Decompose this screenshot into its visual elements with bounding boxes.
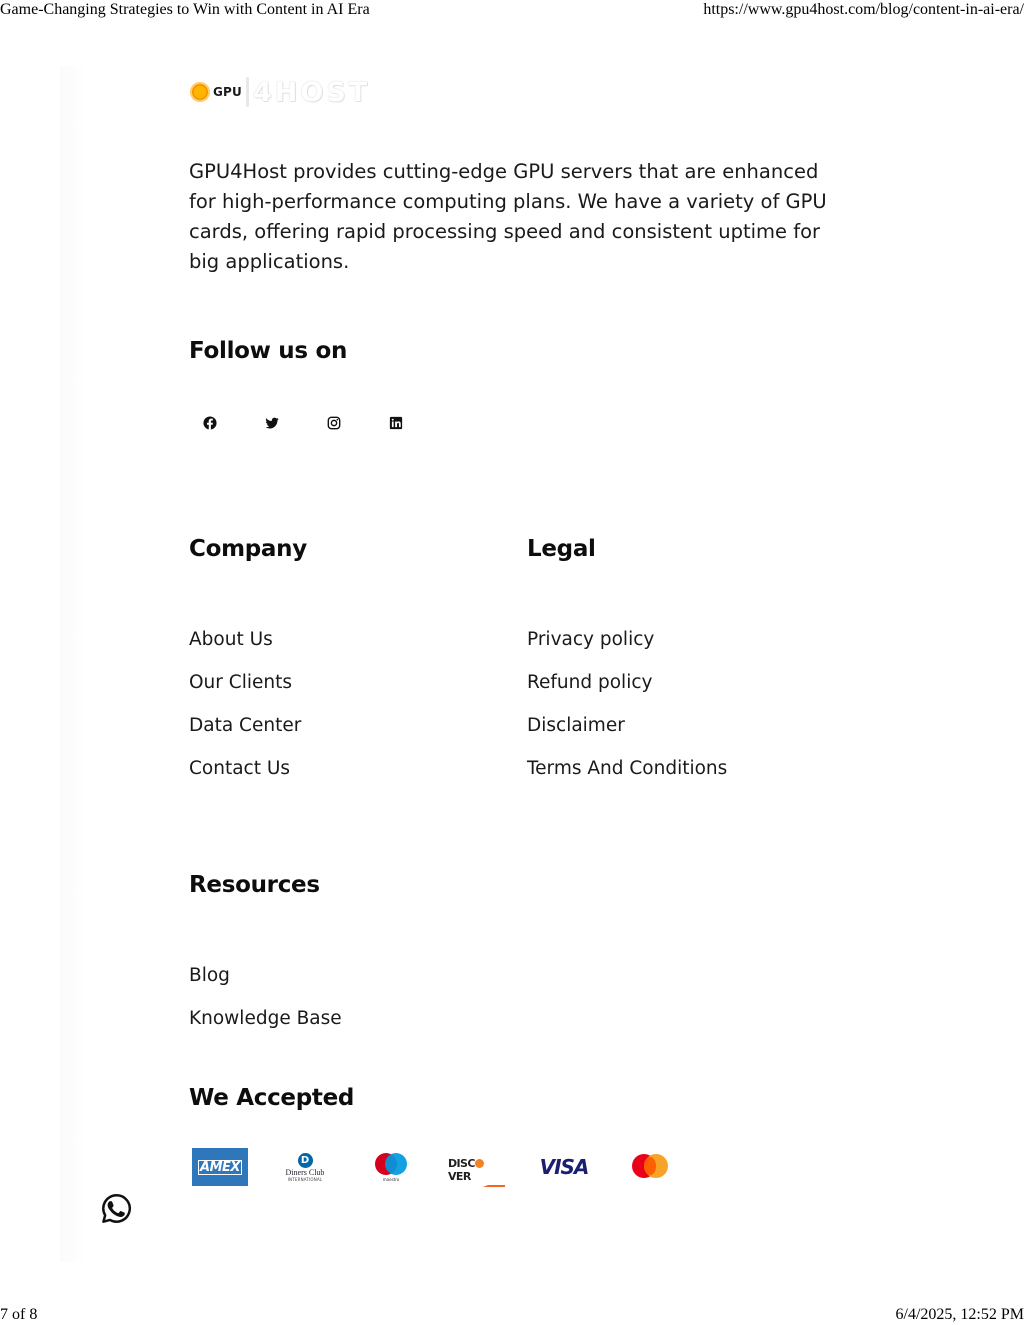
visa-card-icon: VISA bbox=[539, 1155, 589, 1179]
sun-logo-icon bbox=[190, 82, 210, 102]
maestro-label: maestro bbox=[382, 1176, 400, 1182]
terms-and-conditions-link[interactable]: Terms And Conditions bbox=[527, 758, 728, 779]
social-links bbox=[203, 412, 451, 434]
company-heading: Company bbox=[189, 536, 307, 562]
payments-heading: We Accepted bbox=[189, 1085, 355, 1111]
discover-accent bbox=[473, 1185, 505, 1187]
diners-label: Diners Club bbox=[285, 1167, 325, 1177]
print-page-title: Game-Changing Strategies to Win with Content in AI Era bbox=[0, 1, 370, 18]
amex-card-icon bbox=[192, 1148, 248, 1186]
legal-heading: Legal bbox=[527, 536, 596, 562]
our-clients-link[interactable]: Our Clients bbox=[189, 672, 292, 693]
whatsapp-icon bbox=[100, 1192, 133, 1225]
logo-host-text: 4HOST bbox=[253, 76, 371, 108]
whatsapp-button[interactable] bbox=[100, 1192, 133, 1225]
print-footer bbox=[0, 1305, 1024, 1325]
discover-card-icon bbox=[448, 1157, 506, 1187]
blog-link[interactable]: Blog bbox=[189, 965, 230, 986]
amex-label: AMEX bbox=[200, 1159, 240, 1175]
diners-club-card-icon bbox=[282, 1149, 328, 1185]
linkedin-icon bbox=[389, 416, 403, 430]
diners-sub-label: INTERNATIONAL bbox=[287, 1176, 323, 1182]
logo-gpu-text: GPU bbox=[213, 85, 242, 99]
maestro-card-icon bbox=[374, 1151, 408, 1183]
contact-us-link[interactable]: Contact Us bbox=[189, 758, 291, 779]
instagram-icon bbox=[327, 416, 341, 430]
logo-divider bbox=[246, 77, 249, 107]
follow-heading: Follow us on bbox=[189, 338, 348, 364]
print-datetime: 6/4/2025, 12:52 PM bbox=[895, 1306, 1024, 1323]
discover-label: DISCVER bbox=[448, 1157, 506, 1183]
company-description: GPU4Host provides cutting-edge GPU servers that are enhanced for high-performance computing plans. We have a variety of GPU cards, offering rapid processing speed and consistent uptime for big applications. bbox=[189, 160, 827, 273]
twitter-link[interactable] bbox=[265, 412, 327, 434]
disclaimer-link[interactable]: Disclaimer bbox=[527, 715, 625, 736]
diners-logo-mark: D bbox=[298, 1153, 313, 1168]
facebook-icon bbox=[203, 416, 217, 430]
linkedin-link[interactable] bbox=[389, 412, 451, 434]
facebook-link[interactable] bbox=[203, 412, 265, 434]
data-center-link[interactable]: Data Center bbox=[189, 715, 302, 736]
about-us-link[interactable]: About Us bbox=[189, 629, 273, 650]
print-url: https://www.gpu4host.com/blog/content-in-ai-era/ bbox=[703, 1, 1024, 18]
twitter-icon bbox=[265, 416, 279, 430]
instagram-link[interactable] bbox=[327, 412, 389, 434]
resources-heading: Resources bbox=[189, 872, 320, 898]
privacy-policy-link[interactable]: Privacy policy bbox=[527, 629, 655, 650]
refund-policy-link[interactable]: Refund policy bbox=[527, 672, 653, 693]
knowledge-base-link[interactable]: Knowledge Base bbox=[189, 1008, 342, 1029]
print-header bbox=[0, 0, 1024, 22]
print-page-count: 7 of 8 bbox=[0, 1306, 38, 1323]
mastercard-card-icon bbox=[630, 1152, 670, 1180]
gpu4host-logo[interactable] bbox=[190, 72, 380, 112]
